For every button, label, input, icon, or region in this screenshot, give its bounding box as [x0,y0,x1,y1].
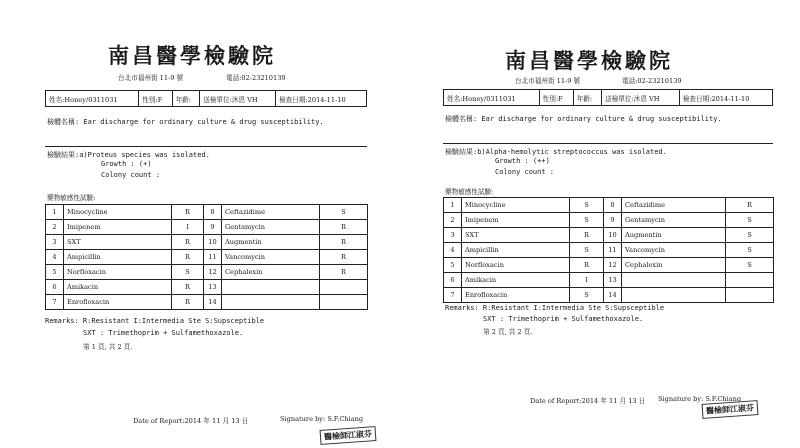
patient-sex: 性別:F [139,91,172,107]
table-row: 2 Imipenem I 9 Gentamycin R [46,220,368,235]
patient-age: 年齡: [172,91,200,107]
exam-date: 檢查日期:2014-11-10 [679,90,772,106]
report-date: Date of Report:2014 年 11 月 13 日 [530,397,646,405]
phone: 電話:02-23210139 [226,74,286,82]
address: 台北市福州街 11-9 號 [515,77,581,85]
phone: 電話:02-23210139 [622,77,682,85]
specimen-name: 檢體名稱: Ear discharge for ordinary culture & drug susceptibility. [445,115,722,123]
page-number: 第 2 頁, 共 2 頁. [483,328,533,336]
patient-name: 姓名:Honey/0311031 [444,90,540,106]
address: 台北市福州街 11-9 號 [118,74,184,82]
table-row: 6 Amikacin I 13 [444,273,774,288]
growth: Growth : (++) [495,157,550,165]
patient-info-table [443,89,773,106]
institution-title: 南昌醫學檢驗院 [108,43,276,68]
table-row: 4 Ampicillin R 11 Vancomycin R [46,250,368,265]
table-row: 2 Imipenem S 9 Gentamycin S [444,213,774,228]
table-row: 7 Enrofloxacin S 14 [444,288,774,303]
institution-title: 南昌醫學檢驗院 [505,48,673,73]
sxt-note: SXT : Trimethoprim + Sulfamethoxazole. [483,315,644,323]
signature-stamp: 醫檢師江淑芬 [702,400,759,419]
sxt-note: SXT : Trimethoprim + Sulfamethoxazole. [83,329,244,337]
patient-info-table [45,90,367,107]
divider [45,146,367,147]
susceptibility-table [45,204,368,310]
table-row: 1 Minocycline S 8 Ceftazidime R [444,198,774,213]
table-row: 7 Enrofloxacin R 14 [46,295,368,310]
susceptibility-table [443,197,774,303]
patient-name: 姓名:Honey/0311031 [46,91,139,107]
susceptibility-title: 藥物敏感性試驗: [47,194,96,202]
patient-age: 年齡: [573,90,601,106]
remarks: Remarks: R:Resistant I:Intermedia Ste S:Supsceptible [45,317,265,325]
sender-unit: 送檢單位:沐恩 VH [200,91,276,107]
page-number: 第 1 頁, 共 2 頁. [83,343,133,351]
table-row: 5 Norfloxacin R 12 Cephalexin S [444,258,774,273]
patient-sex: 性別:F [539,90,573,106]
signature: Signature by: S.F.Chiang [280,415,364,423]
table-row: 4 Ampicillin S 11 Vancomycin S [444,243,774,258]
exam-date: 檢查日期:2014-11-10 [276,91,367,107]
table-row: 1 Minocycline R 8 Ceftazidime S [46,205,368,220]
colony-count: Colony count : [495,168,555,176]
table-row: 5 Norfloxacin S 12 Cephalexin R [46,265,368,280]
growth: Growth : (+) [101,160,152,168]
remarks: Remarks: R:Resistant I:Intermedia Ste S:Supsceptible [445,304,665,312]
result-line: 檢驗結果:a)Proteus species was isolated. [47,151,210,159]
signature: Signature by: S.F.Chiang [658,395,742,403]
table-row: 3 SXT R 10 Augmentin R [46,235,368,250]
report-date: Date of Report:2014 年 11 月 13 日 [133,417,249,425]
divider [443,143,773,144]
signature-stamp: 醫檢師江淑芬 [320,426,377,445]
specimen-name: 檢體名稱: Ear discharge for ordinary culture & drug susceptibility. [47,118,324,126]
colony-count: Colony count : [101,171,161,179]
result-line: 檢驗結果:b)Alpha-hemolytic streptococcus was isolated. [445,148,667,156]
report-page-2 [400,0,800,448]
susceptibility-title: 藥物敏感性試驗: [445,188,494,196]
sender-unit: 送檢單位:沐恩 VH [602,90,680,106]
table-row: 3 SXT R 10 Augmentin S [444,228,774,243]
table-row: 6 Amikacin R 13 [46,280,368,295]
